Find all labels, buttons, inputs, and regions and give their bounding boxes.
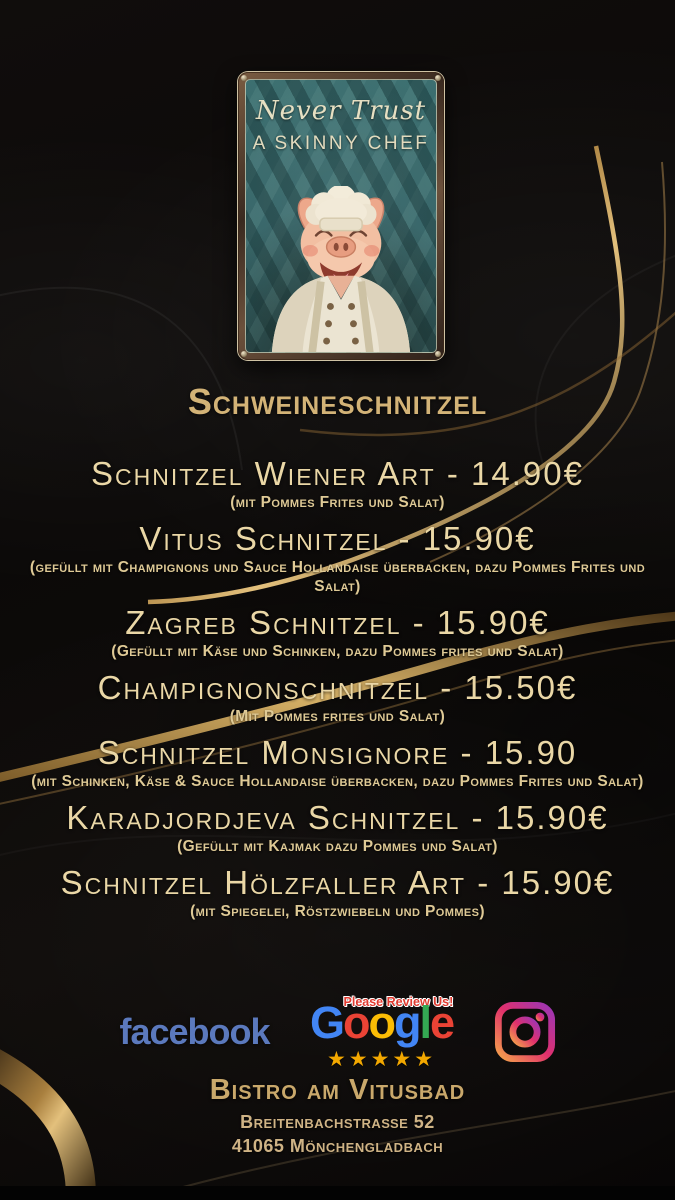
- google-letter: e: [430, 997, 454, 1048]
- star-icon: ★: [392, 1048, 415, 1071]
- item-name-price: Zagreb Schnitzel - 15.90€: [125, 604, 550, 642]
- item-description: (Mit Pommes frites und Salat): [229, 708, 446, 725]
- item-description: (Gefüllt mit Käse und Schinken, dazu Pommes frites und Salat): [111, 643, 564, 660]
- review-badge-label: Please Review Us!: [343, 995, 454, 1009]
- menu-item: [98, 670, 578, 726]
- poster-caps-text: A SKINNY CHEF: [252, 133, 430, 154]
- menu-item: [66, 800, 608, 856]
- section-title: Schweineschnitzel: [187, 381, 488, 422]
- instagram-icon[interactable]: [494, 1001, 556, 1063]
- google-review-block[interactable]: [296, 995, 468, 1071]
- item-description: (mit Pommes Frites und Salat): [230, 493, 445, 511]
- poster-script-text: Never Trust: [255, 96, 427, 126]
- facebook-logo[interactable]: facebook: [119, 1011, 270, 1052]
- google-letter: l: [419, 997, 431, 1048]
- star-icon: ★: [414, 1048, 437, 1071]
- pig-chef-poster: [238, 72, 444, 360]
- google-logo: [296, 997, 468, 1048]
- item-name-price: Schnitzel Monsignore - 15.90: [97, 734, 578, 772]
- five-star-rating: [296, 1047, 468, 1072]
- item-description: (Gefüllt mit Kajmak dazu Pommes und Salat): [177, 838, 498, 855]
- google-letter: o: [343, 997, 369, 1048]
- star-icon: ★: [370, 1048, 393, 1071]
- menu-item: [111, 605, 563, 661]
- screw-icon: [435, 75, 441, 81]
- business-name: Bistro am Vitusbad: [209, 1074, 466, 1106]
- item-description: (mit Spiegelei, Röstzwiebeln und Pommes): [190, 903, 485, 920]
- google-letter: o: [368, 997, 394, 1048]
- item-name-price: Karadjordjeva Schnitzel - 15.90€: [66, 799, 609, 837]
- star-icon: ★: [348, 1048, 371, 1071]
- item-description: (mit Schinken, Käse & Sauce Hollandaise überbacken, dazu Pommes Frites und Salat): [31, 773, 644, 790]
- menu-item: [31, 735, 644, 791]
- item-description: (gefüllt mit Champignons und Sauce Hollandaise überbacken, dazu Pommes Frites und Salat): [29, 558, 646, 595]
- address-city: 41065 Mönchengladbach: [231, 1136, 444, 1156]
- menu-item: [61, 865, 615, 921]
- google-letter: g: [394, 997, 420, 1048]
- menu-items: [0, 456, 675, 921]
- pig-chef-icon: [245, 186, 437, 353]
- social-logos-row: [0, 995, 675, 1071]
- poster-artwork: [245, 79, 437, 353]
- menu-item: [91, 456, 584, 512]
- screw-icon: [241, 75, 247, 81]
- item-name-price: Schnitzel Wiener Art - 14.90€: [91, 455, 584, 492]
- menu-item: [28, 521, 648, 596]
- item-name-price: Schnitzel Hölzfaller Art - 15.90€: [60, 864, 615, 902]
- google-letter: G: [309, 997, 343, 1048]
- screw-icon: [435, 351, 441, 357]
- screw-icon: [241, 351, 247, 357]
- star-icon: ★: [326, 1048, 349, 1071]
- item-name-price: Vitus Schnitzel - 15.90€: [139, 520, 536, 557]
- item-name-price: Champignonschnitzel - 15.50€: [97, 669, 578, 707]
- address-street: Breitenbachstraße 52: [240, 1112, 435, 1132]
- bottom-border: [0, 1186, 675, 1200]
